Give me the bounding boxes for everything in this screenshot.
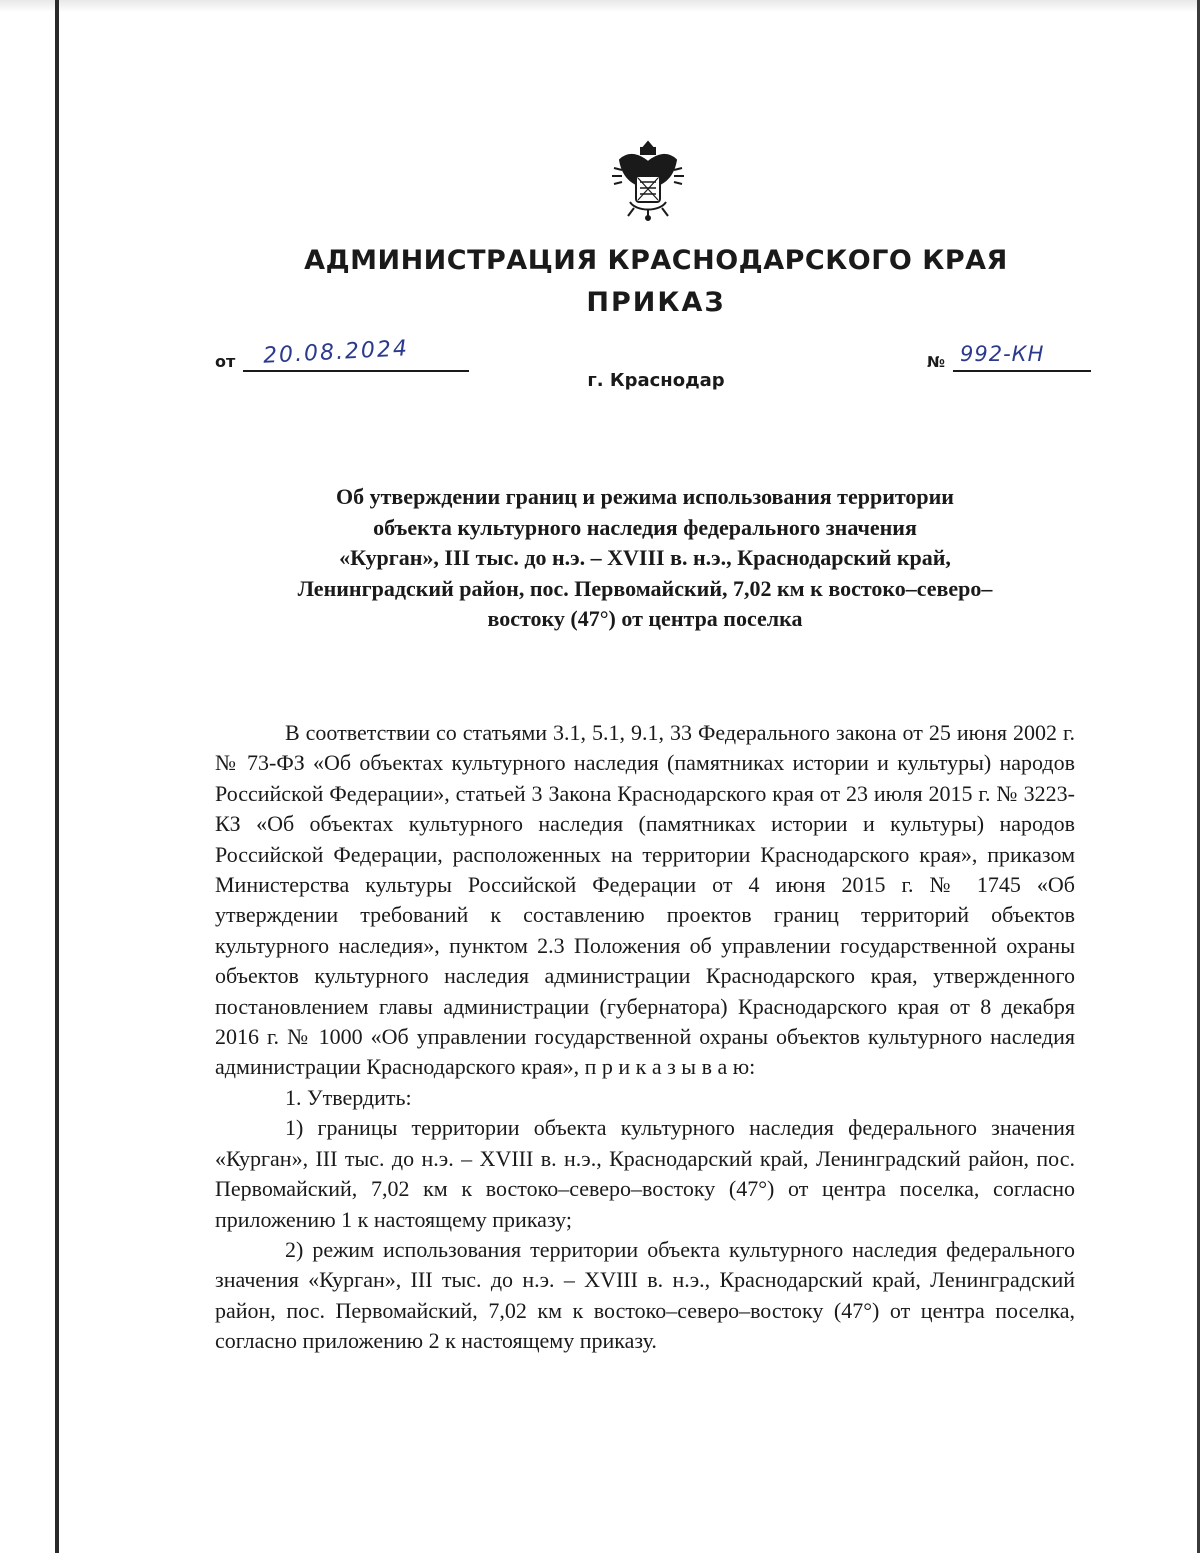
number-label: №	[927, 353, 946, 371]
date-label: от	[215, 352, 236, 371]
document-type: ПРИКАЗ	[586, 287, 726, 318]
subject-line: Об утверждении границ и режима использования территории	[336, 484, 954, 509]
subject-line: востоку (47°) от центра поселка	[487, 606, 803, 631]
order-subject	[215, 482, 1075, 635]
handwritten-date: 20.08.2024	[262, 336, 410, 369]
order-body	[215, 718, 1075, 1357]
organization-title: АДМИНИСТРАЦИЯ КРАСНОДАРСКОГО КРАЯ	[304, 245, 1008, 276]
item-1: 1. Утвердить:	[285, 1084, 412, 1110]
subject-line: Ленинградский район, пос. Первомайский, 7,02 км к востоко–северо–	[297, 575, 993, 601]
item-1-1: 1) границы территории объекта культурного наследия федерального значения «Курган», III тыс. до н.э. – XVIII в. н.э., Краснодарский край, Ленинградский район, пос. Первомайский, 7,02 км к востоко–северо–востоку (47°) от центра поселка, согласно приложению 1 к настоящему приказу;	[215, 1115, 1075, 1232]
city-name: г. Краснодар	[587, 370, 725, 391]
item-1-2: 2) режим использования территории объекта культурного наследия федерального значения «Курган», III тыс. до н.э. – XVIII в. н.э., Краснодарский край, Ленинградский район, пос. Первомайский, 7,02 км к востоко–северо–востоку (47°) от центра поселка, согласно приложению 2 к настоящему приказу.	[215, 1236, 1075, 1354]
preamble-paragraph: В соответствии со статьями 3.1, 5.1, 9.1, 33 Федерального закона от 25 июня 2002 г. № 73-ФЗ «Об объектах культурного наследия (памятниках истории и культуры) народов Российской Федерации», статьей 3 Закона Краснодарского края от 23 июля 2015 г. № 3223-КЗ «Об объектах культурного наследия (памятниках истории и культуры) народов Российской Федерации, расположенных на территории Краснодарского края», приказом Министерства культуры Российской Федерации от 4 июня 2015 г. № 1745 «Об утверждении требований к составлению проектов границ территорий объектов культурного наследия», пунктом 2.3 Положения об управлении государственной охраны объектов культурного наследия администрации Краснодарского края, утвержденного постановлением главы администрации (губернатора) Краснодарского края от 8 декабря 2016 г. № 1000 «Об управлении государственной охраны объектов культурного наследия администрации Краснодарского края», п р и к а з ы в а ю:	[215, 720, 1075, 1080]
subject-line: «Курган», III тыс. до н.э. – XVIII в. н.э., Краснодарский край,	[339, 545, 951, 570]
handwritten-number: 992-КН	[960, 342, 1045, 366]
subject-line: объекта культурного наследия федерального значения	[373, 514, 917, 540]
krasnodar-coat-of-arms-icon	[608, 138, 688, 222]
scan-left-edge	[55, 0, 59, 1553]
scan-top-shadow	[0, 0, 1200, 12]
